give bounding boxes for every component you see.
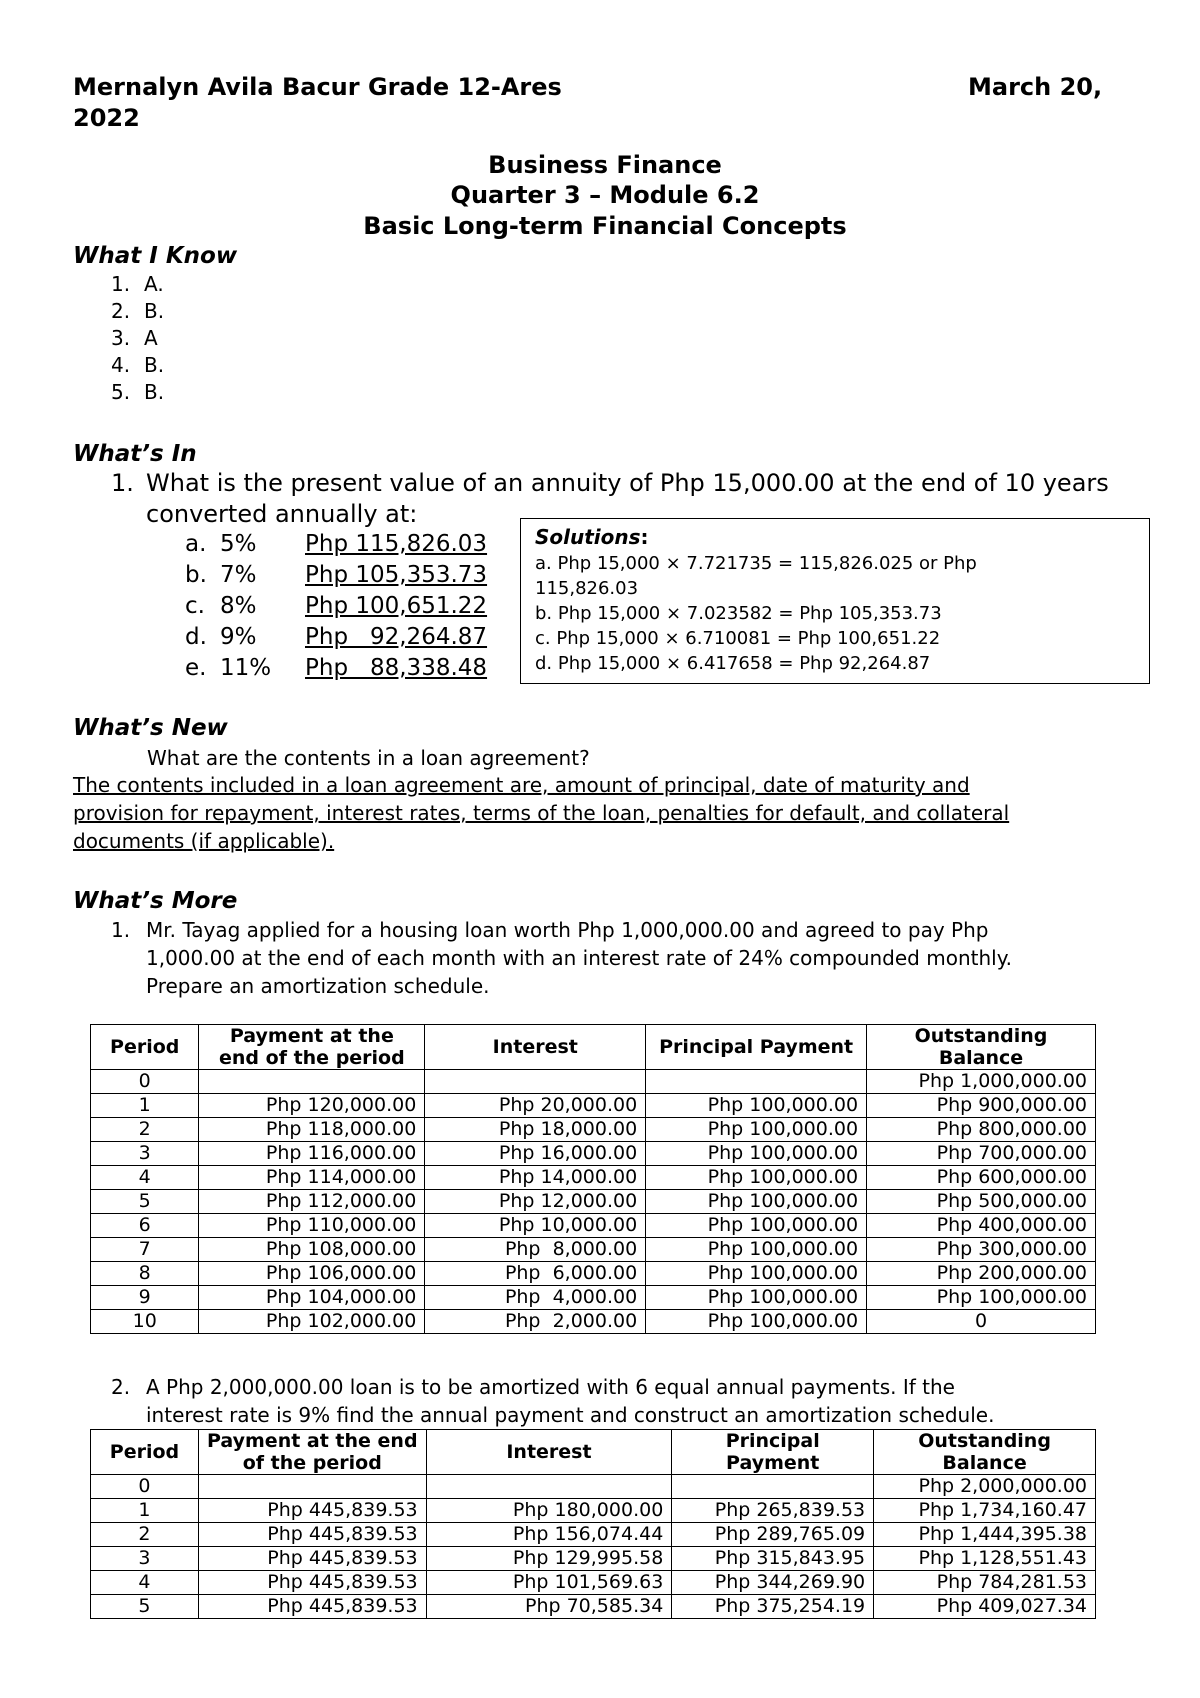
table-row (91, 1262, 1096, 1286)
table-cell: Php 20,000.00 (425, 1094, 646, 1118)
table-cell: Php 400,000.00 (867, 1214, 1096, 1238)
table-cell: Php 700,000.00 (867, 1142, 1096, 1166)
table-cell: Php 70,585.34 (426, 1595, 672, 1619)
table-row (91, 1523, 1096, 1547)
table-cell: Php 118,000.00 (199, 1118, 425, 1142)
solutions-lines (535, 551, 1135, 676)
table-cell: 7 (91, 1238, 199, 1262)
table-cell: Php 100,000.00 (646, 1166, 867, 1190)
table-row (91, 1118, 1096, 1142)
table-cell: Php 101,569.63 (426, 1571, 672, 1595)
answer-value: Php 100,651.22 (305, 593, 488, 619)
table-row (91, 1595, 1096, 1619)
table-cell: Php 600,000.00 (867, 1166, 1096, 1190)
table-cell: Php 4,000.00 (425, 1286, 646, 1310)
table-cell: 6 (91, 1214, 199, 1238)
table-cell: Php 112,000.00 (199, 1190, 425, 1214)
whats-in-question-line1: What is the present value of an annuity of Php 15,000.00 at the end of 10 years (146, 469, 1109, 497)
table-cell: Php 16,000.00 (425, 1142, 646, 1166)
q2-line: A Php 2,000,000.00 loan is to be amortized with 6 equal annual payments. If the (146, 1375, 955, 1399)
table-cell: Php 265,839.53 (672, 1499, 874, 1523)
whats-in-question-number: 1. (111, 469, 134, 497)
table-header-cell: Interest (426, 1430, 672, 1475)
subject-title: Business Finance (488, 151, 722, 179)
list-item-answer: B. (144, 380, 165, 404)
list-item-number: 3. (111, 326, 131, 350)
q2-line: interest rate is 9% find the annual payment and construct an amortization schedule. (146, 1403, 995, 1427)
table-cell: Php 100,000.00 (867, 1286, 1096, 1310)
table-cell: Php 2,000,000.00 (874, 1475, 1096, 1499)
table-cell: Php 289,765.09 (672, 1523, 874, 1547)
what-i-know-heading: What I Know (73, 243, 238, 269)
table-cell: 2 (91, 1118, 199, 1142)
list-item-number: 5. (111, 380, 131, 404)
list-item-answer: A. (144, 272, 164, 296)
table-cell: 1 (91, 1499, 199, 1523)
table-cell: Php 156,074.44 (426, 1523, 672, 1547)
answer-letter: a. (185, 531, 207, 557)
table-cell: Php 180,000.00 (426, 1499, 672, 1523)
table-row (91, 1190, 1096, 1214)
table-cell (426, 1475, 672, 1499)
table-cell: Php 100,000.00 (646, 1286, 867, 1310)
table-cell: Php 1,444,395.38 (874, 1523, 1096, 1547)
answer-value: Php 92,264.87 (305, 624, 488, 650)
table-cell: Php 1,128,551.43 (874, 1547, 1096, 1571)
answer-value: Php 88,338.48 (305, 655, 488, 681)
table-cell: Php 8,000.00 (425, 1238, 646, 1262)
answer-rate: 9% (220, 624, 257, 650)
table-cell (199, 1070, 425, 1094)
table-cell: Php 900,000.00 (867, 1094, 1096, 1118)
table-header-cell: Period (91, 1430, 199, 1475)
table-cell: Php 14,000.00 (425, 1166, 646, 1190)
table-cell: Php 114,000.00 (199, 1166, 425, 1190)
answer-rate: 11% (220, 655, 272, 681)
table-cell: Php 100,000.00 (646, 1310, 867, 1334)
table-cell: Php 500,000.00 (867, 1190, 1096, 1214)
table-cell: 2 (91, 1523, 199, 1547)
table-cell (672, 1475, 874, 1499)
table-cell: Php 10,000.00 (425, 1214, 646, 1238)
table-cell: 8 (91, 1262, 199, 1286)
table-cell: Php 120,000.00 (199, 1094, 425, 1118)
table-cell: Php 100,000.00 (646, 1094, 867, 1118)
answer-value: Php 115,826.03 (305, 531, 488, 557)
solution-line: b. Php 15,000 × 7.023582 = Php 105,353.73 (535, 603, 942, 624)
date-part1: March 20, (968, 73, 1103, 101)
list-item-number: 1. (111, 272, 131, 296)
table-row (91, 1571, 1096, 1595)
list-item-answer: B. (144, 353, 165, 377)
table-row (91, 1499, 1096, 1523)
table-header-cell: Payment at the end of the period (198, 1430, 426, 1475)
answer-rate: 8% (220, 593, 257, 619)
table-row (91, 1142, 1096, 1166)
table-cell: Php 100,000.00 (646, 1214, 867, 1238)
answer-value: Php 105,353.73 (305, 562, 488, 588)
answer-rate: 7% (220, 562, 257, 588)
table-cell: 0 (867, 1310, 1096, 1334)
table-cell: Php 375,254.19 (672, 1595, 874, 1619)
table-row (91, 1286, 1096, 1310)
table-cell: Php 100,000.00 (646, 1118, 867, 1142)
table-row (91, 1238, 1096, 1262)
table-row (91, 1310, 1096, 1334)
table-cell (646, 1070, 867, 1094)
amortization-table-1 (90, 1024, 1096, 1334)
table-cell: 5 (91, 1595, 199, 1619)
table-cell: 4 (91, 1571, 199, 1595)
table-cell: Php 129,995.58 (426, 1547, 672, 1571)
whats-new-question: What are the contents in a loan agreement? (147, 746, 590, 770)
student-name-line: Mernalyn Avila Bacur Grade 12-Ares (73, 73, 562, 101)
lesson-title: Basic Long-term Financial Concepts (363, 212, 847, 240)
answer-letter: c. (185, 593, 205, 619)
solutions-box (520, 518, 1150, 684)
table-cell: 3 (91, 1142, 199, 1166)
table-row (91, 1094, 1096, 1118)
table-cell (198, 1475, 426, 1499)
table-cell: Php 100,000.00 (646, 1190, 867, 1214)
q1-line: Prepare an amortization schedule. (146, 974, 490, 998)
list-item-number: 2. (111, 299, 131, 323)
whats-new-heading: What’s New (73, 715, 228, 741)
whats-in-heading: What’s In (73, 441, 197, 467)
list-item-answer: A (144, 326, 158, 350)
table-header-cell: Period (91, 1025, 199, 1070)
table-cell: 3 (91, 1547, 199, 1571)
table-cell: Php 100,000.00 (646, 1142, 867, 1166)
solutions-title: Solutions (535, 525, 641, 549)
solution-line: 115,826.03 (535, 578, 639, 599)
table-cell: Php 116,000.00 (199, 1142, 425, 1166)
table-header-cell: Outstanding Balance (867, 1025, 1096, 1070)
whats-more-q1-number: 1. (111, 918, 131, 942)
whats-in-question-line2: converted annually at: (146, 500, 418, 528)
table1-header-row (91, 1025, 1096, 1070)
whats-more-q2-number: 2. (111, 1375, 131, 1399)
amortization-table-2 (90, 1429, 1096, 1619)
q1-line: Mr. Tayag applied for a housing loan worth Php 1,000,000.00 and agreed to pay Php (146, 918, 989, 942)
table2-header-row (91, 1430, 1096, 1475)
solution-line: c. Php 15,000 × 6.710081 = Php 100,651.22 (535, 628, 941, 649)
table-cell: Php 108,000.00 (199, 1238, 425, 1262)
whats-more-heading: What’s More (73, 888, 238, 914)
table-header-cell: Payment at the end of the period (199, 1025, 425, 1070)
solutions-colon: : (640, 525, 649, 549)
table-header-cell: Principal Payment (646, 1025, 867, 1070)
table-cell: Php 445,839.53 (198, 1571, 426, 1595)
table-cell: 1 (91, 1094, 199, 1118)
table-cell: Php 1,734,160.47 (874, 1499, 1096, 1523)
table-cell: Php 1,000,000.00 (867, 1070, 1096, 1094)
table-header-cell: Interest (425, 1025, 646, 1070)
whats-new-answer-line: documents (if applicable). (73, 829, 335, 853)
table-cell: Php 200,000.00 (867, 1262, 1096, 1286)
module-title: Quarter 3 – Module 6.2 (450, 181, 760, 209)
solution-line: a. Php 15,000 × 7.721735 = 115,826.025 or Php (535, 553, 977, 574)
table-cell: Php 104,000.00 (199, 1286, 425, 1310)
table-cell: 0 (91, 1070, 199, 1094)
table-cell: Php 102,000.00 (199, 1310, 425, 1334)
table-cell: Php 784,281.53 (874, 1571, 1096, 1595)
table-row (91, 1475, 1096, 1499)
table-cell: Php 445,839.53 (198, 1595, 426, 1619)
answer-letter: b. (185, 562, 207, 588)
table-cell: Php 800,000.00 (867, 1118, 1096, 1142)
whats-new-answer-line: The contents included in a loan agreement are, amount of principal, date of maturity and (73, 773, 970, 797)
table-cell: Php 344,269.90 (672, 1571, 874, 1595)
table-cell: Php 100,000.00 (646, 1262, 867, 1286)
table-cell: 4 (91, 1166, 199, 1190)
table-cell: Php 106,000.00 (199, 1262, 425, 1286)
table-cell: Php 445,839.53 (198, 1499, 426, 1523)
table-cell: 5 (91, 1190, 199, 1214)
table-row (91, 1166, 1096, 1190)
table-row (91, 1547, 1096, 1571)
table-cell: Php 445,839.53 (198, 1523, 426, 1547)
table-cell: Php 100,000.00 (646, 1238, 867, 1262)
table-cell: Php 12,000.00 (425, 1190, 646, 1214)
table-cell: Php 409,027.34 (874, 1595, 1096, 1619)
solution-line: d. Php 15,000 × 6.417658 = Php 92,264.87 (535, 653, 931, 674)
table-cell: 10 (91, 1310, 199, 1334)
whats-new-answer-line: provision for repayment, interest rates, terms of the loan, penalties for default, and collateral (73, 801, 1010, 825)
table-cell: Php 315,843.95 (672, 1547, 874, 1571)
table-cell: Php 300,000.00 (867, 1238, 1096, 1262)
table-cell: 9 (91, 1286, 199, 1310)
list-item-answer: B. (144, 299, 165, 323)
answer-letter: d. (185, 624, 207, 650)
table-cell: Php 6,000.00 (425, 1262, 646, 1286)
table-row (91, 1214, 1096, 1238)
table-header-cell: Outstanding Balance (874, 1430, 1096, 1475)
table-cell: Php 445,839.53 (198, 1547, 426, 1571)
list-item-number: 4. (111, 353, 131, 377)
table-cell: Php 110,000.00 (199, 1214, 425, 1238)
answer-rate: 5% (220, 531, 257, 557)
table-cell: Php 2,000.00 (425, 1310, 646, 1334)
table-cell (425, 1070, 646, 1094)
answer-letter: e. (185, 655, 207, 681)
table-row (91, 1070, 1096, 1094)
table-cell: 0 (91, 1475, 199, 1499)
table-cell: Php 18,000.00 (425, 1118, 646, 1142)
q1-line: 1,000.00 at the end of each month with an interest rate of 24% compounded monthly. (146, 946, 1013, 970)
table-header-cell: Principal Payment (672, 1430, 874, 1475)
date-part2: 2022 (73, 104, 140, 132)
